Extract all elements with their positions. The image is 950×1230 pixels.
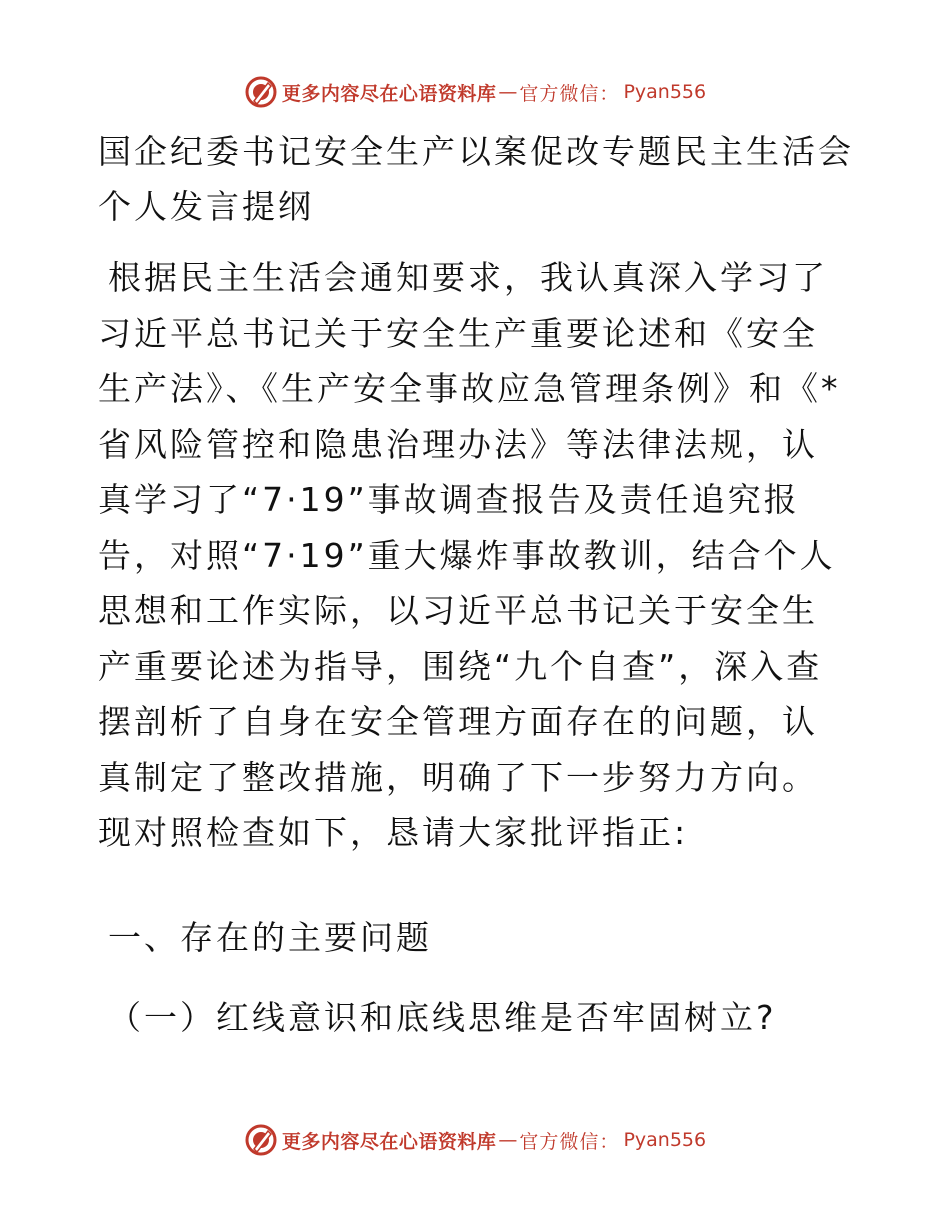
section-heading: 一、存在的主要问题 (108, 918, 432, 957)
banner-text: 更多内容尽在心语资料库 (281, 82, 497, 105)
pen-logo-icon (244, 75, 278, 109)
banner-dash: — (498, 81, 518, 103)
banner-wechat-label: 官方微信： (519, 82, 620, 105)
pen-logo-icon (244, 1123, 278, 1157)
banner-wechat-id: Pyan556 (623, 81, 707, 103)
intro-paragraph: 根据民主生活会通知要求，我认真深入学习了习近平总书记关于安全生产重要论述和《安全生产法》、《生产安全事故应急管理条例》和《*省风险管控和隐患治理办法》等法律法规，认真学习了“7·19”事故调查报告及责任追究报告，对照“7·19”重大爆炸事故教训，结合个人思想和工作实际，以习近平总书记关于安全生产重要论述为指导，围绕“九个自查”，深入查摆剖析了自身在安全管理方面存在的问题，认真制定了整改措施，明确了下一步努力方向。现对照检查如下，恳请大家批评指正: (98, 258, 841, 852)
document-title: 国企纪委书记安全生产以案促改专题民主生活会个人发言提纲 (98, 132, 854, 226)
banner-dash: — (498, 1129, 518, 1151)
subsection-heading: （一）红线意识和底线思维是否牢固树立? (108, 998, 777, 1037)
footer-banner (0, 1120, 950, 1160)
banner-text: 更多内容尽在心语资料库 (281, 1130, 497, 1153)
header-banner (0, 72, 950, 112)
banner-wechat-label: 官方微信： (519, 1130, 620, 1153)
banner-wechat-id: Pyan556 (623, 1129, 707, 1151)
